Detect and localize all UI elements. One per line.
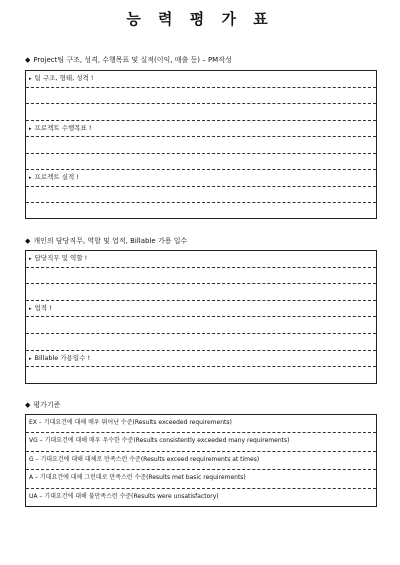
section-heading-label: Project팀 구조, 성격, 수행목표 및 실적(이익, 매출 등) – PM작성	[33, 56, 232, 64]
form-row-team-structure[interactable]	[26, 71, 376, 88]
triangle-marker-icon: ▸	[29, 76, 32, 82]
triangle-marker-icon: ▸	[29, 305, 32, 312]
form-row-duties-role[interactable]	[26, 251, 376, 268]
criteria-row-vg: VG – 기대요건에 대해 매우 우수한 수준(Results consistently exceeded many requirements)	[26, 433, 376, 451]
section-heading-individual	[25, 236, 187, 246]
form-row-achievements[interactable]	[26, 301, 376, 318]
criteria-row-ex: EX – 기대요건에 대해 매우 뛰어난 수준(Results exceeded requirements)	[26, 415, 376, 433]
individual-form-box	[25, 250, 377, 384]
section-heading-project	[25, 55, 232, 65]
form-row-blank[interactable]	[26, 88, 376, 105]
project-form-box	[25, 70, 377, 219]
form-row-blank[interactable]	[26, 268, 376, 285]
row-label: 프로젝트 수행목표 !	[34, 123, 92, 132]
form-row-blank[interactable]	[26, 187, 376, 204]
diamond-bullet-icon: ◆	[25, 401, 31, 409]
form-row-project-results[interactable]	[26, 170, 376, 187]
row-label: 업적 !	[34, 303, 52, 312]
form-row-blank[interactable]	[26, 317, 376, 334]
form-row-blank[interactable]	[26, 137, 376, 154]
criteria-box	[25, 414, 377, 507]
criteria-row-ua: UA – 기대요건에 대해 불만족스런 수준(Results were unsatisfactory)	[29, 492, 219, 500]
form-row-project-goals[interactable]	[26, 121, 376, 138]
triangle-marker-icon: ▸	[29, 256, 32, 262]
form-row-blank[interactable]	[26, 104, 376, 121]
row-label: 팀 구조, 형태, 성격 !	[34, 74, 94, 82]
row-label: Billable 가용일수 !	[34, 353, 91, 362]
diamond-bullet-icon: ◆	[25, 237, 31, 245]
form-row-blank[interactable]	[26, 284, 376, 301]
page-title: 능 력 평 가 표	[126, 10, 274, 28]
criteria-row-g: G – 기대요건에 대해 대체로 만족스런 수준(Results exceed requirements at times)	[26, 452, 376, 470]
form-row-billable-days[interactable]	[26, 351, 376, 368]
form-row-blank[interactable]	[26, 203, 376, 220]
section-heading-criteria	[25, 400, 60, 410]
row-label: 담당직무 및 역할 !	[34, 254, 88, 262]
section-heading-label: 개인의 담당직무, 역할 및 업적, Billable 가용 일수	[33, 237, 188, 245]
triangle-marker-icon: ▸	[29, 125, 32, 132]
criteria-row-a: A – 기대요건에 대해 그런대로 만족스런 수준(Results met basic requirements)	[26, 470, 376, 488]
form-row-blank[interactable]	[26, 334, 376, 351]
diamond-bullet-icon: ◆	[25, 56, 31, 64]
triangle-marker-icon: ▸	[29, 175, 32, 181]
section-heading-label: 평가기준	[33, 401, 61, 409]
row-label: 프로젝트 실적 !	[34, 173, 79, 181]
triangle-marker-icon: ▸	[29, 355, 32, 362]
form-row-blank[interactable]	[26, 367, 376, 384]
form-row-blank[interactable]	[26, 154, 376, 171]
